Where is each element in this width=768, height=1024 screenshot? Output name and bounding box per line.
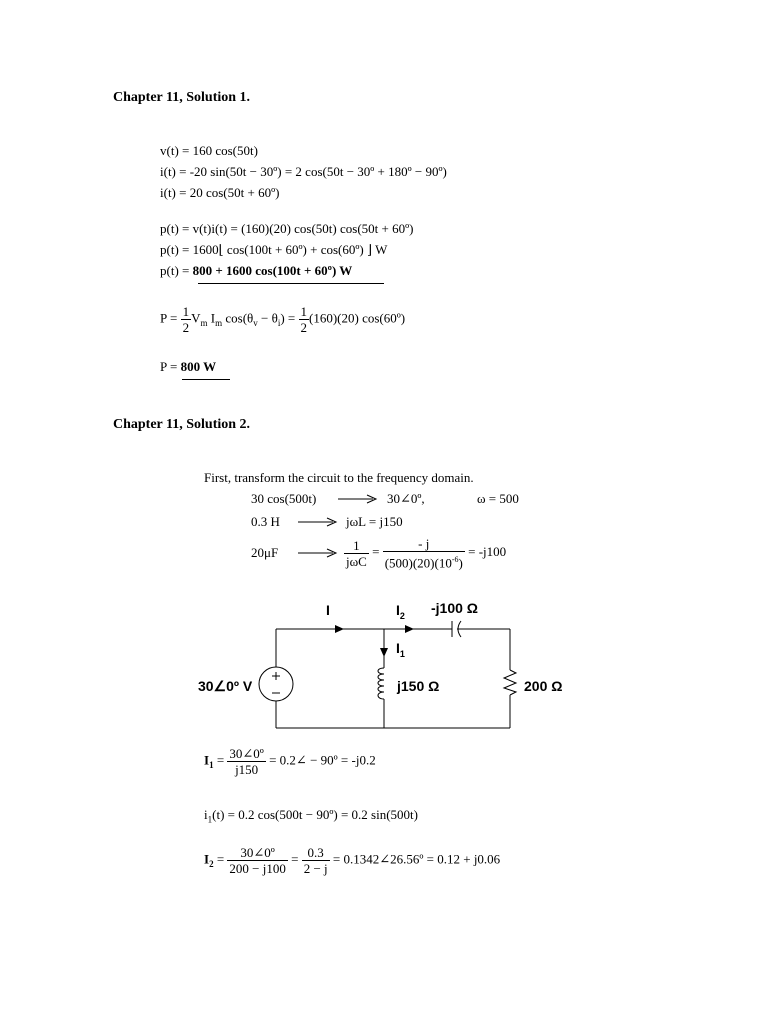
minus-theta: − θ [257, 310, 278, 326]
eq-v: v(t) = 160 cos(50t) [160, 143, 258, 158]
Vm-sub: m [200, 318, 208, 329]
label-I1 [396, 640, 405, 659]
fraction-half [181, 304, 192, 335]
eq-p-expand: p(t) = 1600⌊ cos(100t + 60º) + cos(60º) ⌋ W [160, 242, 388, 257]
P-result-underline [182, 379, 230, 380]
label-I2 [396, 602, 405, 621]
den-base: (500)(20)(10 [384, 555, 452, 571]
voltage-source-icon [259, 667, 293, 701]
intro-text: First, transform the circuit to the frequency domain. [204, 470, 474, 485]
frac-num: 30∠0º [229, 746, 264, 761]
frac-den: jωC [346, 553, 367, 569]
den-close: ) [458, 555, 463, 571]
omega-value: ω = 500 [477, 491, 519, 506]
I2-sub: 2 [399, 610, 405, 621]
arrow-I-icon [335, 625, 344, 633]
frac-num: 1 [182, 304, 190, 319]
transform1-right: 30∠0º, [387, 491, 425, 506]
transform3-right [344, 536, 506, 570]
Im-sub: m [215, 318, 223, 329]
capacitor-icon [437, 621, 468, 637]
i1t-prefix: i [204, 807, 208, 822]
I1-base: I [396, 640, 400, 656]
arrow-right-icon [337, 493, 379, 505]
frac-den [383, 552, 465, 570]
i1t-sub: 1 [207, 814, 213, 825]
I1-fraction [227, 746, 265, 777]
I1-sub: 1 [209, 760, 214, 771]
Vm: V [191, 310, 201, 326]
section1-heading: Chapter 11, Solution 1. [113, 90, 251, 105]
label-capacitor: -j100 Ω [431, 600, 479, 616]
label-source: 30∠0º V [198, 678, 253, 694]
frac-den: 2 [182, 320, 190, 335]
fraction-capacitor [383, 536, 465, 570]
eq-i-cos: i(t) = 20 cos(50t + 60º) [160, 185, 280, 200]
resistor-icon [504, 670, 516, 695]
frac-num: 0.3 [302, 845, 330, 861]
inductor-icon [378, 668, 384, 699]
fraction-1-over-jwc [344, 538, 369, 569]
eq-p-bold: 800 + 1600 cos(100t + 60º) W [192, 263, 353, 278]
label-I: I [326, 602, 330, 618]
frac-num: - j [383, 536, 465, 552]
arrow-right-icon [297, 516, 339, 528]
eq-p-prefix: p(t) = [160, 263, 193, 278]
P-tail: (160)(20) cos(60º) [309, 310, 406, 326]
eq-p-result [160, 263, 352, 279]
transform1-left: 30 cos(500t) [251, 491, 317, 506]
P-result-prefix: P = [160, 359, 181, 374]
frac-num: 30∠0º [227, 845, 287, 861]
I2-equals: = [213, 851, 228, 867]
Im: I [210, 310, 216, 326]
P-prefix: P = [160, 310, 181, 326]
fraction-half-2 [299, 304, 310, 335]
transform3-left: 20μF [251, 545, 279, 560]
label-resistor: 200 Ω [524, 678, 563, 694]
theta-i-sub: i [277, 318, 281, 329]
p-result-underline [198, 283, 384, 284]
eq-i-sin: i(t) = -20 sin(50t − 30º) = 2 cos(50t − 30º + 180º − 90º) [160, 164, 447, 179]
I2-equals-2: = [287, 851, 302, 867]
cap-result: = -j100 [468, 544, 507, 560]
eq-I2 [204, 845, 500, 876]
frac-num: 1 [344, 538, 369, 554]
frac-den: 200 − j100 [229, 861, 286, 876]
i1t-rest: (t) = 0.2 cos(500t − 90º) = 0.2 sin(500t) [212, 807, 418, 822]
equals: = [372, 544, 380, 560]
frac-den: 2 [300, 320, 307, 335]
eq-p-product: p(t) = v(t)i(t) = (160)(20) cos(50t) cos(50t + 60º) [160, 221, 414, 236]
eq-i1t [204, 807, 418, 828]
circuit-diagram [190, 595, 580, 735]
I1-label: I [204, 752, 210, 768]
section2-heading: Chapter 11, Solution 2. [113, 417, 251, 432]
transform2-left: 0.3 H [251, 514, 280, 529]
I1-sub: 1 [399, 648, 405, 659]
den-exp: -6 [451, 555, 459, 564]
I1-equals: = [213, 752, 228, 768]
transform2-right: jωL = j150 [346, 514, 403, 529]
frac-num: 1 [300, 304, 307, 319]
I2-sub: 2 [209, 859, 214, 870]
arrow-I1-icon [380, 648, 388, 657]
I2-fraction-2 [302, 845, 330, 876]
I2-fraction-1 [227, 845, 287, 876]
frac-den: 2 − j [303, 861, 328, 876]
arrow-right-icon [297, 547, 339, 559]
theta-v-sub: v [253, 318, 258, 329]
eq-mid: ) = [280, 310, 299, 326]
frac-den: j150 [235, 762, 259, 777]
eq-I1 [204, 746, 376, 777]
P-result-bold: 800 W [180, 359, 217, 374]
I1-result: = 0.2∠ − 90º = -j0.2 [265, 752, 376, 768]
eq-average-power [160, 304, 405, 335]
cos-theta: cos(θ [225, 310, 254, 326]
I2-label: I [204, 851, 210, 867]
I2-base: I [396, 602, 400, 618]
eq-P-result [160, 359, 216, 375]
label-inductor: j150 Ω [397, 678, 440, 694]
I2-result: = 0.1342∠26.56º = 0.12 + j0.06 [329, 851, 501, 867]
arrow-I2-icon [405, 625, 414, 633]
